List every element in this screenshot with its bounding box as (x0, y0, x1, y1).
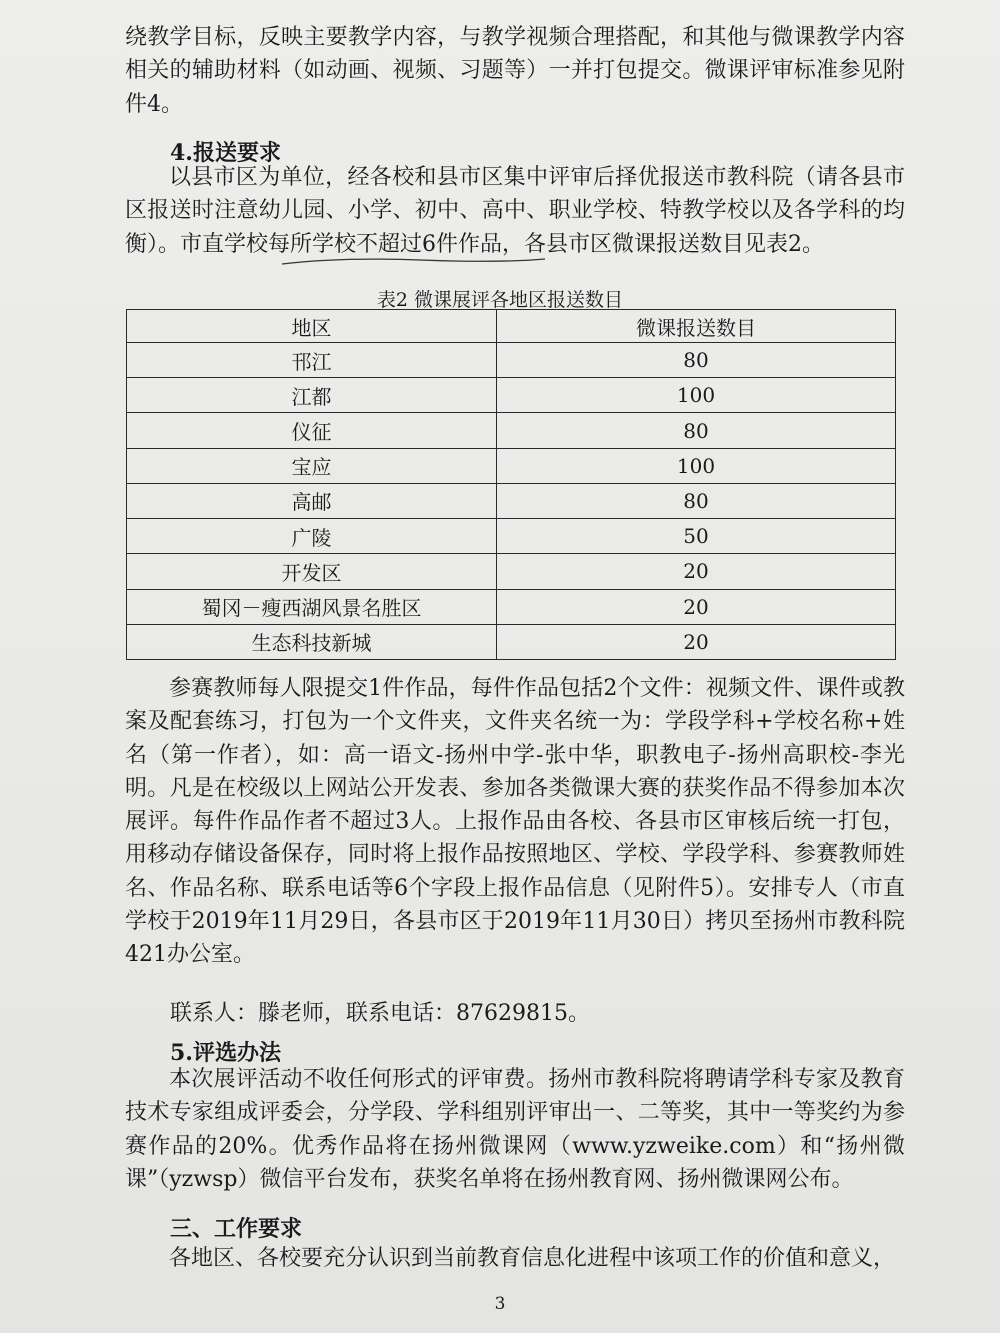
handwritten-underline (280, 254, 550, 268)
top-paragraph: 绕教学目标，反映主要教学内容，与教学视频合理搭配，和其他与微课教学内容相关的辅助材料（如动画、视频、习题等）一并打包提交。微课评审标准参见附件4。 (125, 25, 905, 117)
count-cell: 100 (497, 378, 896, 413)
header-count: 微课报送数目 (497, 310, 896, 343)
region-quota-table (126, 309, 896, 660)
region-cell: 宝应 (127, 448, 497, 483)
submission-paragraph: 参赛教师每人限提交1件作品，每件作品包括2个文件：视频文件、课件或教案及配套练习，打包为一个文件夹，文件夹名统一为：学段学科+学校名称+姓名（第一作者），如：高一语文-扬州中学-张中华，职教电子-扬州高职校-李光明。凡是在校级以上网站公开发表、参加各类微课大赛的获奖作品不得参加本次展评。每件作品作者不超过3人。上报作品由各校、各县市区审核后统一打包，用移动存储设备保存，同时将上报作品按照地区、学校、学段学科、参赛教师姓名、作品名称、联系电话等6个字段上报作品信息（见附件5）。安排专人（市直学校于2019年11月29日，各县市区于2019年11月30日）拷贝至扬州市教科院421办公室。 (125, 676, 905, 968)
section-3-paragraph: 各地区、各校要充分认识到当前教育信息化进程中该项工作的价值和意义， (169, 1246, 896, 1271)
header-region: 地区 (127, 310, 497, 343)
table-row (127, 554, 896, 589)
table-row (127, 624, 896, 659)
region-cell: 仪征 (127, 413, 497, 448)
count-cell: 20 (497, 589, 896, 624)
section-4-heading: 4.报送要求 (170, 140, 281, 166)
section-5-paragraph: 本次展评活动不收任何形式的评审费。扬州市教科院将聘请学科专家及教育技术专家组成评委会，分学段、学科组别评审出一、二等奖，其中一等奖约为参赛作品的20%。优秀作品将在扬州微课网（www.yzweike.com）和“扬州微课”（yzwsp）微信平台发布，获奖名单将在扬州教育网、扬州微课网公布。 (125, 1067, 905, 1192)
count-cell: 80 (497, 483, 896, 518)
region-cell: 高邮 (127, 483, 497, 518)
count-cell: 50 (497, 519, 896, 554)
region-cell: 邗江 (127, 343, 497, 378)
count-cell: 100 (497, 448, 896, 483)
contact-line: 联系人：滕老师，联系电话：87629815。 (170, 1001, 590, 1026)
page-number: 3 (494, 1294, 506, 1314)
table-row (127, 519, 896, 554)
table-caption: 表2 微课展评各地区报送数目 (376, 289, 624, 311)
count-cell: 20 (497, 624, 896, 659)
table-row (127, 343, 896, 378)
region-cell: 江都 (127, 378, 497, 413)
region-cell: 广陵 (127, 519, 497, 554)
section-4-paragraph: 以县市区为单位，经各校和县市区集中评审后择优报送市教科院（请各县市区报送时注意幼儿园、小学、初中、高中、职业学校、特教学校以及各学科的均衡）。市直学校每所学校不超过6件作品，各县市区微课报送数目见表2。 (125, 165, 905, 257)
region-cell: 蜀冈－瘦西湖风景名胜区 (127, 589, 497, 624)
region-cell: 生态科技新城 (127, 624, 497, 659)
section-3-heading: 三、工作要求 (170, 1216, 303, 1242)
table-row (127, 378, 896, 413)
section-5-heading: 5.评选办法 (170, 1040, 281, 1066)
table-row (127, 589, 896, 624)
count-cell: 80 (497, 413, 896, 448)
table-row (127, 413, 896, 448)
count-cell: 80 (497, 343, 896, 378)
table-row (127, 448, 896, 483)
table-header-row (127, 310, 896, 343)
count-cell: 20 (497, 554, 896, 589)
region-cell: 开发区 (127, 554, 497, 589)
table-row (127, 483, 896, 518)
